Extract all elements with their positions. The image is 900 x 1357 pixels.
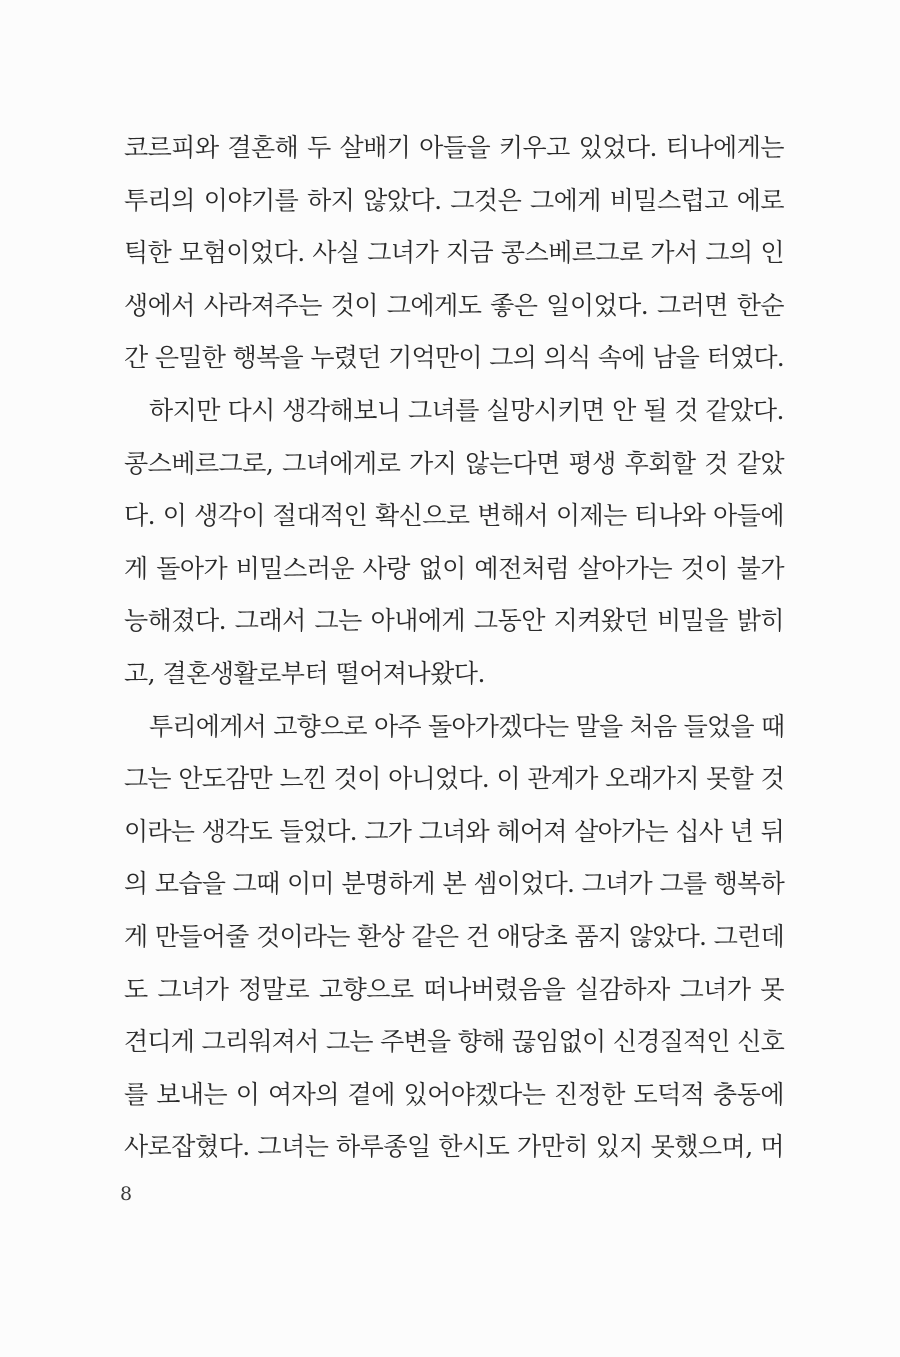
text-line: 게 돌아가 비밀스러운 사랑 없이 예전처럼 살아가는 것이 불가	[124, 553, 784, 583]
text-line: 사로잡혔다. 그녀는 하루종일 한시도 가만히 있지 못했으며, 머	[124, 1132, 784, 1162]
text-line: 간 은밀한 행복을 누렸던 기억만이 그의 의식 속에 남을 터였다.	[124, 343, 784, 373]
text-line: 그는 안도감만 느낀 것이 아니었다. 이 관계가 오래가지 못할 것	[124, 764, 784, 794]
text-line: 투리의 이야기를 하지 않았다. 그것은 그에게 비밀스럽고 에로	[124, 185, 784, 215]
page-number: 8	[120, 1183, 133, 1205]
text-line: 투리에게서 고향으로 아주 돌아가겠다는 말을 처음 들었을 때	[149, 711, 785, 741]
text-line: 게 만들어줄 것이라는 환상 같은 건 애당초 품지 않았다. 그런데	[124, 922, 784, 951]
text-line: 코르피와 결혼해 두 살배기 아들을 키우고 있었다. 티나에게는	[124, 133, 784, 162]
text-line: 이라는 생각도 들었다. 그가 그녀와 헤어져 살아가는 십사 년 뒤	[124, 816, 784, 846]
text-line: 능해졌다. 그래서 그는 아내에게 그동안 지켜왔던 비밀을 밝히	[124, 606, 784, 636]
text-line: 고, 결혼생활로부터 떨어져나왔다.	[124, 659, 485, 688]
text-line: 틱한 모험이었다. 사실 그녀가 지금 콩스베르그로 가서 그의 인	[124, 238, 784, 268]
text-line: 콩스베르그로, 그녀에게로 가지 않는다면 평생 후회할 것 같았	[124, 448, 784, 478]
text-line: 도 그녀가 정말로 고향으로 떠나버렸음을 실감하자 그녀가 못	[124, 974, 784, 1004]
text-line: 견디게 그리워져서 그는 주변을 향해 끊임없이 신경질적인 신호	[124, 1027, 784, 1057]
text-line: 하지만 다시 생각해보니 그녀를 실망시키면 안 될 것 같았다.	[149, 396, 784, 425]
text-line: 의 모습을 그때 이미 분명하게 본 셈이었다. 그녀가 그를 행복하	[124, 869, 784, 899]
text-line: 생에서 사라져주는 것이 그에게도 좋은 일이었다. 그러면 한순	[124, 290, 784, 320]
text-line: 를 보내는 이 여자의 곁에 있어야겠다는 진정한 도덕적 충동에	[124, 1079, 784, 1109]
text-line: 다. 이 생각이 절대적인 확신으로 변해서 이제는 티나와 아들에	[124, 501, 784, 531]
